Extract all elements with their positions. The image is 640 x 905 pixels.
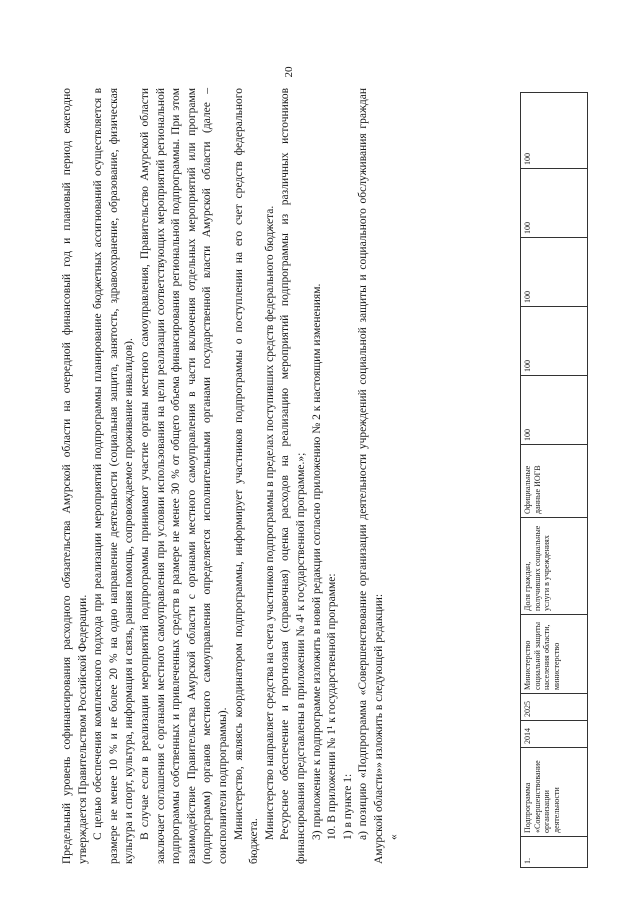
cell-number: 1. xyxy=(521,837,588,868)
cell-source: Официальные данные ИОГВ xyxy=(521,445,588,518)
opening-quote: « xyxy=(388,834,401,840)
body-text xyxy=(60,88,403,864)
paragraph: а) позицию «Подпрограмма «Совершенствование организации деятельности учреждений социальной защиты и социального обслуживания граждан Амурской области»» изложить в следующей редакции: xyxy=(357,88,385,864)
cell-year-end: 2025 xyxy=(521,694,588,721)
cell-indicator: Доля граждан, получивших социальные услуги в учреждениях xyxy=(521,518,588,615)
cell-year-start: 2014 xyxy=(521,721,588,748)
paragraph: Ресурсное обеспечение и прогнозная (справочная) оценка расходов на реализацию мероприятий подпрограммы из различных источников финансирования представлены в приложении № 4¹ к государственной программе.»; xyxy=(279,88,307,864)
rotated-content xyxy=(40,32,600,872)
paragraph: Министерство направляет средства на счета участников подпрограммы в пределах поступивших средств федерального бюджета. xyxy=(263,205,276,840)
paragraph: С целью обеспечения комплексного подхода при реализации мероприятий подпрограммы планирование бюджетных ассигнований осуществляется в размере не менее 10 % и не более 20 % на одно направление деятельности (социальная защита, занятость, здравоохранение, образование, физическая культура и спорт, культура, информация и связь, ранняя помощь, сопровождаемое проживание инвалидов). xyxy=(92,88,136,864)
paragraph: 1) в пункте 1: xyxy=(341,773,354,840)
cell-value: 100 xyxy=(521,93,588,169)
cell-name: Подпрограмма «Совершенствование организации деятельности xyxy=(521,748,588,837)
paragraph: Предельный уровень софинансирования расходного обязательства Амурской области на очередной финансовый год и плановый период ежегодно утверждается Правительством Российской Федерации. xyxy=(61,88,89,864)
cell-executor: Министерство социальной защиты населения области, министерство xyxy=(521,615,588,694)
cell-value: 100 xyxy=(521,169,588,238)
paragraph: Министерство, являясь координатором подпрограммы, информирует участников подпрограммы о поступлении на его счет средств федерального бюджета. xyxy=(232,88,261,864)
cell-value: 100 xyxy=(521,238,588,307)
cell-value: 100 xyxy=(521,376,588,445)
table-row xyxy=(521,93,588,868)
page-number: 20 xyxy=(283,66,295,78)
paragraph: В случае если в реализации мероприятий подпрограммы принимают участие органы местного самоуправления, Правительство Амурской области заключает соглашения с органами местного самоуправления при условии использования на цели реализации соответствующих мероприятий региональной подпрограммы собственных и привлеченных средств в размере не менее 30 % от общего объема финансирования региональной подпрограммы. При этом взаимодействие Правительства Амурской области с органами местного самоуправления в части включения отдельных мероприятий или программ (подпрограмм) органов местного самоуправления определяется исполнительными органами государственной власти Амурской области (далее – соисполнители подпрограммы). xyxy=(138,88,229,864)
paragraph: 3) приложение к подпрограмме изложить в новой редакции согласно приложению № 2 к настоящим изменениям. xyxy=(310,283,323,840)
paragraph: 10. В приложении № 1¹ к государственной программе: xyxy=(326,573,339,840)
cell-value: 100 xyxy=(521,307,588,376)
indicators-table xyxy=(520,92,588,868)
